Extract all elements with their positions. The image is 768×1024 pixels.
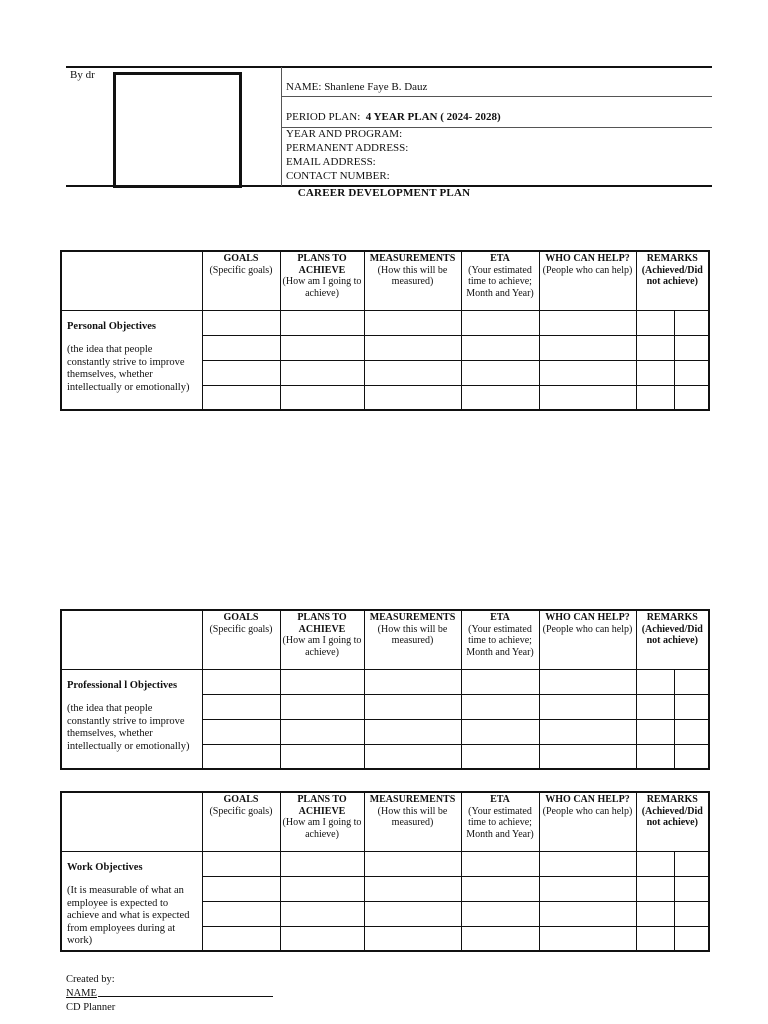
header-top-rule [66, 66, 712, 68]
by-label: By dr [70, 69, 95, 81]
input-cell[interactable] [636, 669, 674, 694]
input-cell[interactable] [202, 669, 280, 694]
input-cell[interactable] [539, 876, 636, 901]
personal-objectives-table [60, 250, 710, 411]
col-eta: ETA (Your estimated time to achieve; Month and Year) [461, 251, 539, 310]
input-cell[interactable] [364, 360, 461, 385]
input-cell[interactable] [636, 901, 674, 926]
input-cell[interactable] [280, 694, 364, 719]
section-title: Personal Objectives [67, 320, 156, 332]
permanent-address-field: PERMANENT ADDRESS: [286, 142, 409, 154]
input-cell[interactable] [202, 901, 280, 926]
input-cell[interactable] [364, 926, 461, 951]
professional-objectives-table [60, 609, 710, 770]
input-cell[interactable] [636, 385, 674, 410]
input-cell[interactable] [364, 669, 461, 694]
input-cell[interactable] [674, 335, 709, 360]
created-by-label: Created by: [66, 974, 115, 985]
input-cell[interactable] [674, 694, 709, 719]
input-cell[interactable] [364, 310, 461, 335]
creator-name: NAME [66, 988, 97, 999]
input-cell[interactable] [202, 335, 280, 360]
input-cell[interactable] [364, 851, 461, 876]
input-cell[interactable] [674, 876, 709, 901]
input-cell[interactable] [202, 851, 280, 876]
input-cell[interactable] [280, 851, 364, 876]
input-cell[interactable] [539, 694, 636, 719]
input-cell[interactable] [461, 669, 539, 694]
creator-role: CD Planner [66, 1002, 116, 1013]
input-cell[interactable] [539, 901, 636, 926]
professional-objectives-cell [61, 669, 202, 769]
input-cell[interactable] [280, 310, 364, 335]
input-cell[interactable] [674, 851, 709, 876]
input-cell[interactable] [202, 360, 280, 385]
input-cell[interactable] [202, 694, 280, 719]
signature-line [98, 996, 273, 997]
row-label-header [61, 610, 202, 669]
input-cell[interactable] [539, 926, 636, 951]
section-title: Professional l Objectives [67, 679, 178, 691]
input-cell[interactable] [636, 719, 674, 744]
input-cell[interactable] [280, 926, 364, 951]
input-cell[interactable] [636, 360, 674, 385]
row-label-header [61, 251, 202, 310]
photo-placeholder [113, 72, 242, 188]
input-cell[interactable] [461, 901, 539, 926]
input-cell[interactable] [636, 744, 674, 769]
input-cell[interactable] [280, 719, 364, 744]
input-cell[interactable] [539, 851, 636, 876]
input-cell[interactable] [280, 901, 364, 926]
section-description: (the idea that people constantly strive to improve themselves, whether intellectually or emotionally) [67, 703, 190, 752]
input-cell[interactable] [461, 851, 539, 876]
input-cell[interactable] [202, 385, 280, 410]
input-cell[interactable] [364, 694, 461, 719]
input-cell[interactable] [364, 876, 461, 901]
input-cell[interactable] [461, 744, 539, 769]
contact-number-field: CONTACT NUMBER: [286, 170, 390, 182]
input-cell[interactable] [364, 385, 461, 410]
col-remarks: REMARKS (Achieved/Did not achieve) [636, 610, 709, 669]
input-cell[interactable] [461, 926, 539, 951]
work-objectives-cell [61, 851, 202, 951]
input-cell[interactable] [202, 719, 280, 744]
col-goals: GOALS (Specific goals) [202, 251, 280, 310]
input-cell[interactable] [202, 876, 280, 901]
section-title: Work Objectives [67, 861, 143, 873]
input-cell[interactable] [280, 335, 364, 360]
input-cell[interactable] [280, 385, 364, 410]
col-plans: PLANS TO ACHIEVE (How am I going to achieve) [280, 251, 364, 310]
input-cell[interactable] [674, 901, 709, 926]
input-cell[interactable] [674, 385, 709, 410]
period-plan-label: PERIOD PLAN: [286, 111, 361, 123]
period-plan-field [286, 111, 501, 124]
input-cell[interactable] [674, 669, 709, 694]
input-cell[interactable] [636, 310, 674, 335]
input-cell[interactable] [539, 310, 636, 335]
input-cell[interactable] [461, 719, 539, 744]
input-cell[interactable] [202, 744, 280, 769]
input-cell[interactable] [461, 876, 539, 901]
section-description: (It is measurable of what an employee is expected to achieve and what is expected from employees during at work) [67, 885, 190, 946]
section-description: (the idea that people constantly strive to improve themselves, whether intellectually or emotionally) [67, 344, 190, 393]
col-measurements: MEASUREMENTS (How this will be measured) [364, 792, 461, 851]
period-plan-value: 4 YEAR PLAN ( 2024- 2028) [365, 111, 501, 123]
input-cell[interactable] [539, 719, 636, 744]
col-measurements: MEASUREMENTS (How this will be measured) [364, 251, 461, 310]
header-row-rule [282, 96, 712, 97]
col-goals: GOALS (Specific goals) [202, 610, 280, 669]
input-cell[interactable] [280, 360, 364, 385]
input-cell[interactable] [364, 744, 461, 769]
name-field: NAME: Shanlene Faye B. Dauz [286, 81, 428, 93]
input-cell[interactable] [674, 926, 709, 951]
input-cell[interactable] [461, 385, 539, 410]
input-cell[interactable] [674, 719, 709, 744]
input-cell[interactable] [461, 310, 539, 335]
col-who-can-help: WHO CAN HELP? (People who can help) [539, 610, 636, 669]
input-cell[interactable] [364, 719, 461, 744]
col-who-can-help: WHO CAN HELP? (People who can help) [539, 251, 636, 310]
input-cell[interactable] [539, 335, 636, 360]
input-cell[interactable] [364, 901, 461, 926]
input-cell[interactable] [674, 744, 709, 769]
input-cell[interactable] [636, 876, 674, 901]
work-objectives-table [60, 791, 710, 952]
input-cell[interactable] [461, 360, 539, 385]
col-remarks: REMARKS (Achieved/Did not achieve) [636, 251, 709, 310]
col-eta: ETA (Your estimated time to achieve; Month and Year) [461, 610, 539, 669]
input-cell[interactable] [280, 744, 364, 769]
input-cell[interactable] [539, 669, 636, 694]
col-measurements: MEASUREMENTS (How this will be measured) [364, 610, 461, 669]
col-eta: ETA (Your estimated time to achieve; Month and Year) [461, 792, 539, 851]
col-who-can-help: WHO CAN HELP? (People who can help) [539, 792, 636, 851]
col-plans: PLANS TO ACHIEVE (How am I going to achieve) [280, 610, 364, 669]
input-cell[interactable] [636, 926, 674, 951]
input-cell[interactable] [280, 876, 364, 901]
input-cell[interactable] [674, 310, 709, 335]
input-cell[interactable] [636, 851, 674, 876]
input-cell[interactable] [636, 694, 674, 719]
input-cell[interactable] [674, 360, 709, 385]
input-cell[interactable] [636, 335, 674, 360]
page-title: CAREER DEVELOPMENT PLAN [297, 187, 471, 199]
input-cell[interactable] [539, 385, 636, 410]
input-cell[interactable] [280, 669, 364, 694]
row-label-header [61, 792, 202, 851]
email-address-field: EMAIL ADDRESS: [286, 156, 376, 168]
col-plans: PLANS TO ACHIEVE (How am I going to achieve) [280, 792, 364, 851]
personal-objectives-cell [61, 310, 202, 410]
input-cell[interactable] [202, 926, 280, 951]
input-cell[interactable] [539, 744, 636, 769]
input-cell[interactable] [202, 310, 280, 335]
year-program-field: YEAR AND PROGRAM: [286, 128, 403, 140]
input-cell[interactable] [539, 360, 636, 385]
col-remarks: REMARKS (Achieved/Did not achieve) [636, 792, 709, 851]
input-cell[interactable] [461, 694, 539, 719]
input-cell[interactable] [461, 335, 539, 360]
col-goals: GOALS (Specific goals) [202, 792, 280, 851]
input-cell[interactable] [364, 335, 461, 360]
